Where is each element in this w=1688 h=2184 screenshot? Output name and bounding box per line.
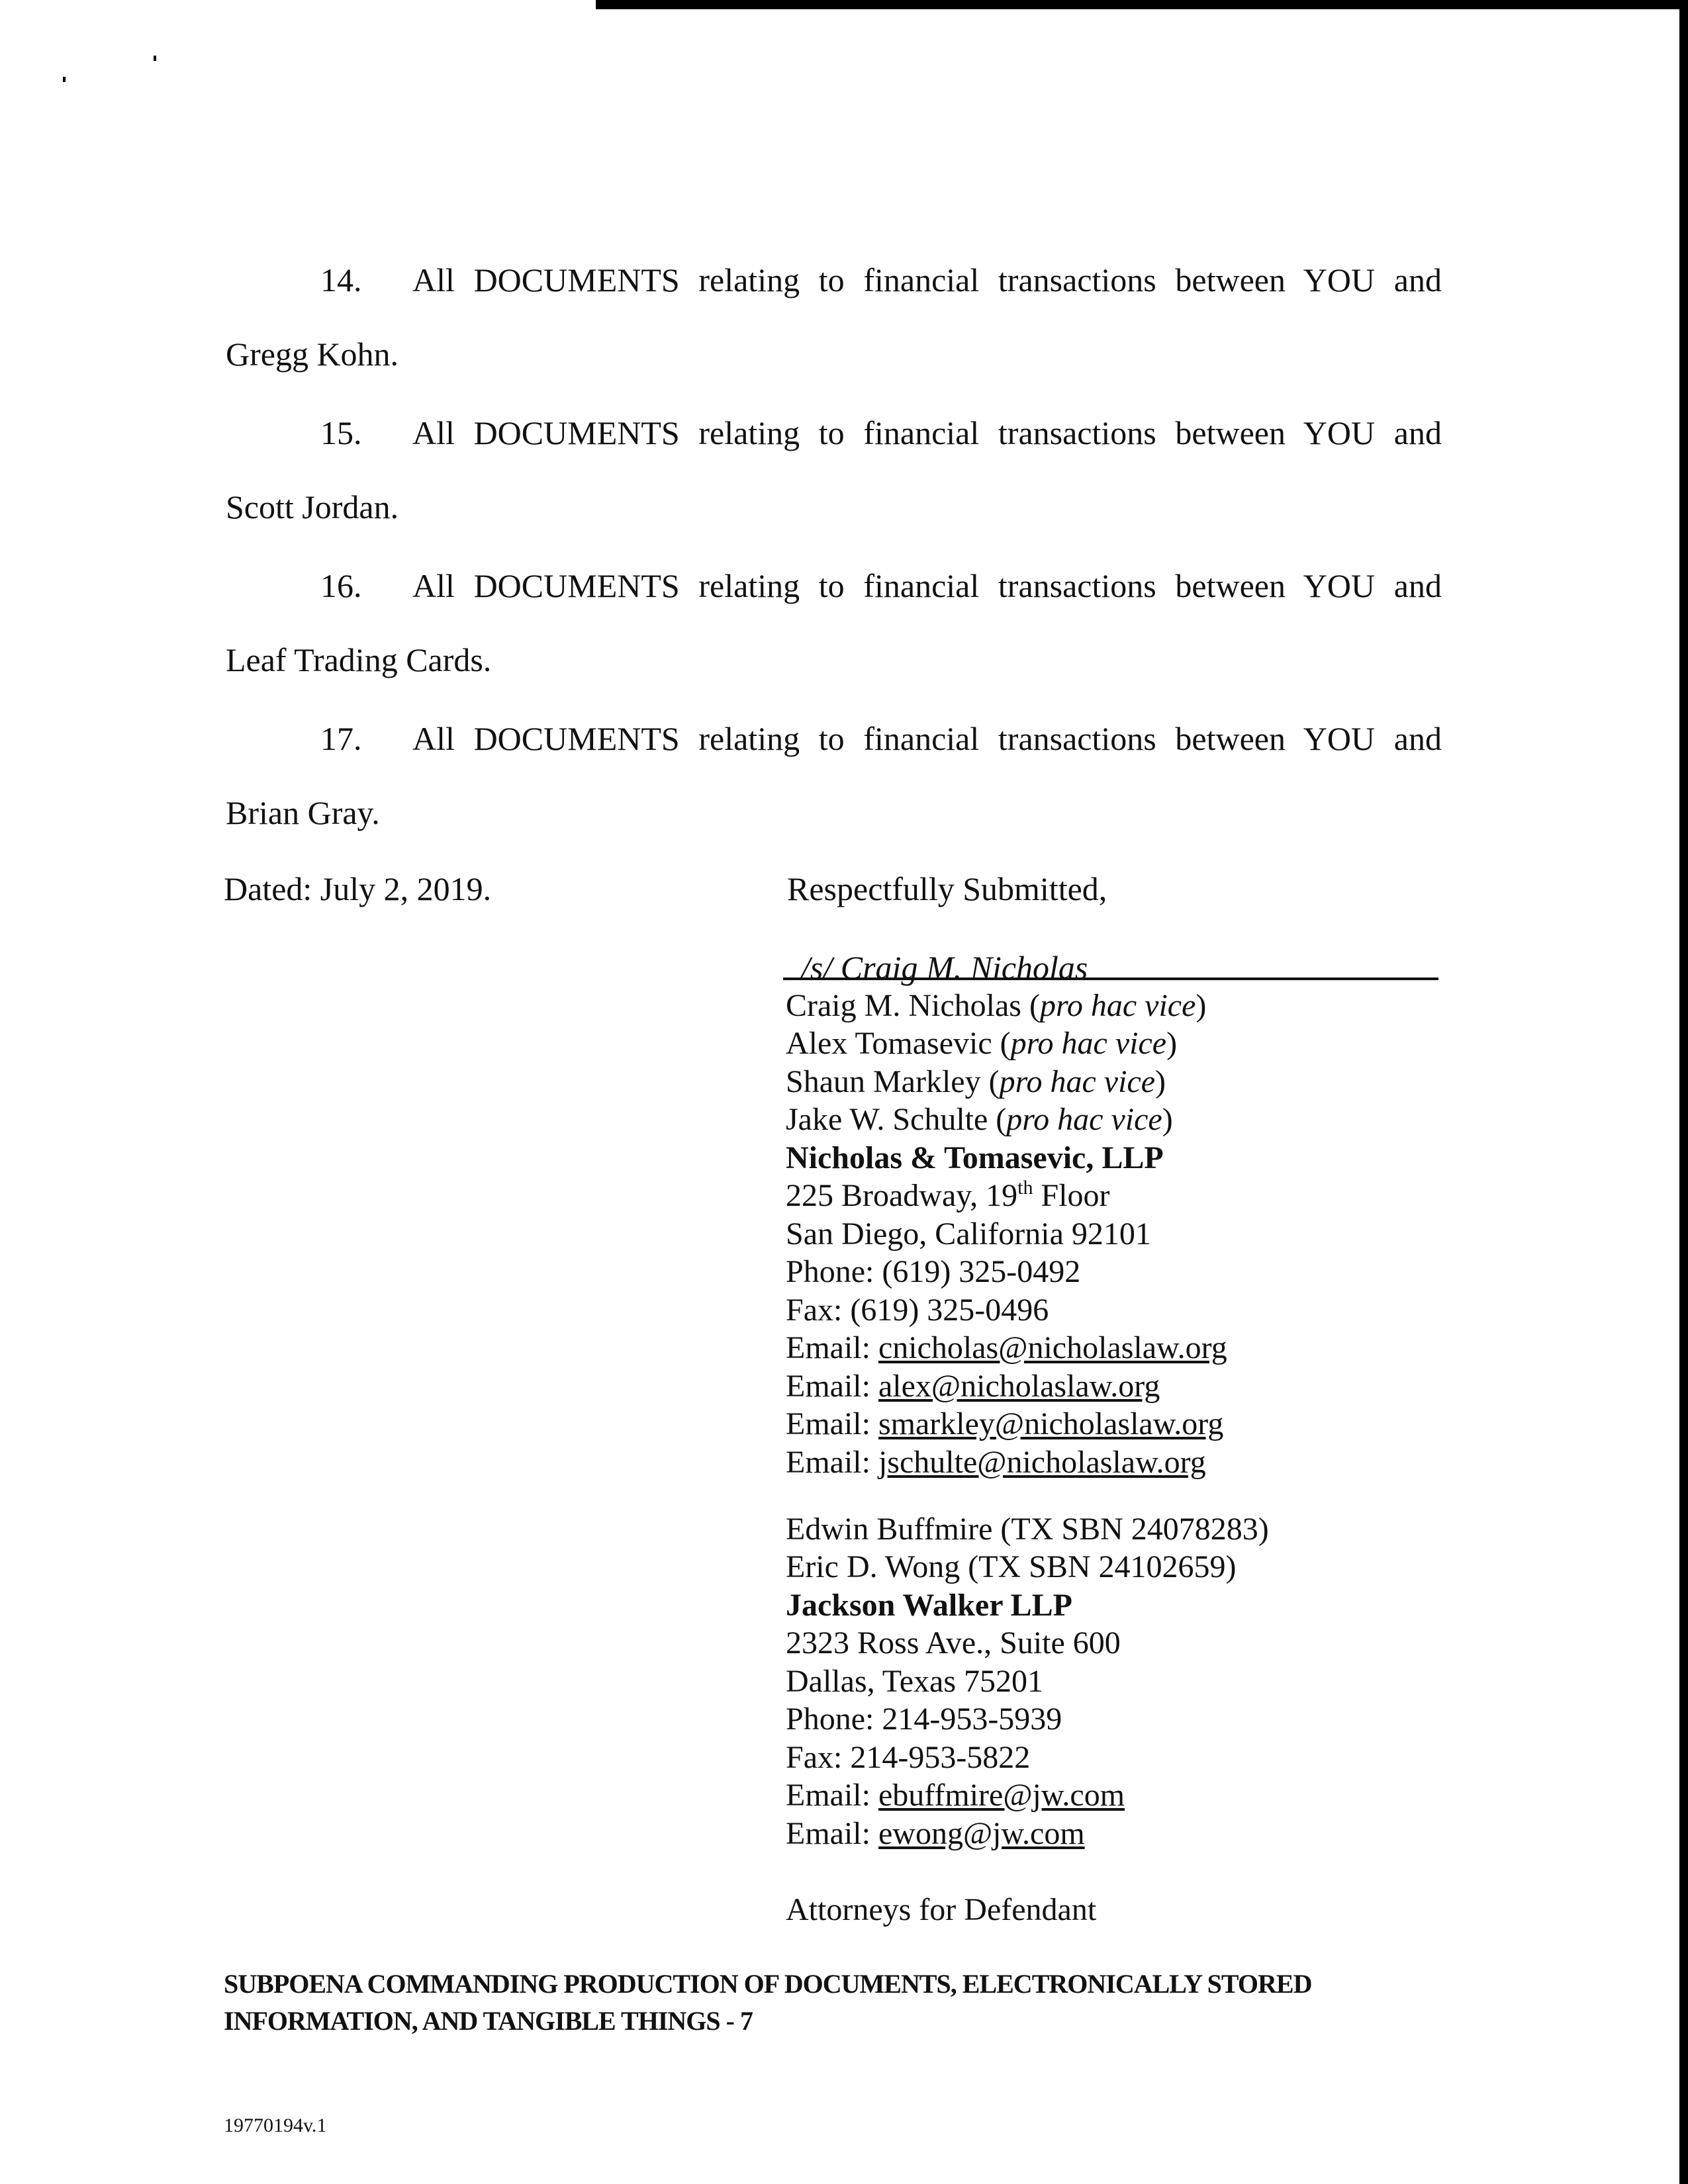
request-text: All DOCUMENTS relating to financial transactions between YOU and: [412, 261, 1442, 298]
email-label: Email:: [786, 1816, 878, 1851]
attorney-line: Craig M. Nicholas (pro hac vice): [786, 988, 1207, 1023]
email-label: Email:: [786, 1445, 878, 1480]
request-continuation: Scott Jordan.: [226, 488, 399, 525]
firm-city: Dallas, Texas 75201: [786, 1664, 1044, 1699]
email-label: Email:: [786, 1369, 878, 1404]
request-continuation: Brian Gray.: [226, 794, 380, 831]
request-continuation: Leaf Trading Cards.: [226, 641, 492, 678]
attorney-note: pro hac vice: [1010, 1026, 1167, 1061]
email-line: [786, 1776, 1125, 1815]
attorney-line: Jake W. Schulte (pro hac vice): [786, 1102, 1173, 1137]
attorney-line: Eric D. Wong (TX SBN 24102659): [786, 1549, 1237, 1584]
request-number: 17.: [320, 720, 362, 757]
attorney-note: pro hac vice: [999, 1064, 1156, 1099]
document-id: 19770194v.1: [224, 2115, 327, 2136]
email-link[interactable]: ebuffmire@jw.com: [878, 1778, 1125, 1813]
request-continuation: Gregg Kohn.: [226, 336, 399, 373]
firm-name: Nicholas & Tomasevic, LLP: [786, 1140, 1164, 1175]
firm-address: 2323 Ross Ave., Suite 600: [786, 1625, 1121, 1661]
attorney-line: Shaun Markley (pro hac vice): [786, 1064, 1166, 1099]
attorney-name: Jake W. Schulte: [786, 1102, 988, 1137]
scan-speck: [154, 56, 156, 61]
dated-line: Dated: July 2, 2019.: [224, 870, 492, 907]
email-label: Email:: [786, 1330, 878, 1365]
email-label: Email:: [786, 1778, 878, 1813]
closing: Respectfully Submitted,: [787, 870, 1107, 907]
electronic-signature: /s/ Craig M. Nicholas: [801, 949, 1088, 986]
address-street: 225 Broadway, 19: [786, 1178, 1018, 1213]
request-text: All DOCUMENTS relating to financial transactions between YOU and: [412, 414, 1442, 451]
footer-title-line1: SUBPOENA COMMANDING PRODUCTION OF DOCUMENTS, ELECTRONICALLY STORED: [224, 1969, 1312, 1999]
attorney-name: Alex Tomasevic: [786, 1026, 992, 1061]
firm-fax: Fax: (619) 325-0496: [786, 1293, 1049, 1328]
request-text: All DOCUMENTS relating to financial transactions between YOU and: [412, 720, 1442, 757]
email-link[interactable]: smarkley@nicholaslaw.org: [878, 1406, 1224, 1441]
attorney-name: Craig M. Nicholas: [786, 988, 1021, 1023]
firm-fax: Fax: 214-953-5822: [786, 1740, 1031, 1775]
attorney-note: pro hac vice: [1039, 988, 1196, 1023]
signature-line: [783, 978, 1438, 980]
request-number: 14.: [320, 261, 362, 298]
firm-phone: Phone: 214-953-5939: [786, 1702, 1062, 1737]
attorney-line: Edwin Buffmire (TX SBN 24078283): [786, 1512, 1269, 1547]
email-link[interactable]: alex@nicholaslaw.org: [878, 1369, 1160, 1404]
scan-border-top: [596, 0, 1688, 9]
attorney-note: pro hac vice: [1006, 1102, 1162, 1137]
email-line: [786, 1815, 1085, 1853]
email-link[interactable]: ewong@jw.com: [878, 1816, 1085, 1851]
email-line: [786, 1329, 1227, 1367]
email-line: [786, 1443, 1206, 1482]
request-text: All DOCUMENTS relating to financial transactions between YOU and: [412, 567, 1442, 604]
request-number: 15.: [320, 414, 362, 451]
email-line: [786, 1405, 1223, 1443]
scan-border-right: [1679, 0, 1688, 2184]
firm-city: San Diego, California 92101: [786, 1216, 1151, 1251]
email-label: Email:: [786, 1406, 878, 1441]
attorney-role: Attorneys for Defendant: [786, 1892, 1097, 1927]
ordinal-suffix: th: [1017, 1177, 1033, 1199]
firm-phone: Phone: (619) 325-0492: [786, 1254, 1081, 1289]
scan-speck: [63, 77, 66, 82]
attorney-line: Alex Tomasevic (pro hac vice): [786, 1026, 1178, 1061]
address-floor: Floor: [1033, 1178, 1110, 1213]
email-link[interactable]: cnicholas@nicholaslaw.org: [878, 1330, 1227, 1365]
firm-name: Jackson Walker LLP: [786, 1588, 1072, 1623]
attorney-name: Shaun Markley: [786, 1064, 981, 1099]
footer-title-line2: INFORMATION, AND TANGIBLE THINGS - 7: [224, 2006, 753, 2036]
firm-address: [786, 1177, 1110, 1215]
email-link[interactable]: jschulte@nicholaslaw.org: [878, 1445, 1206, 1480]
request-number: 16.: [320, 567, 362, 604]
email-line: [786, 1367, 1160, 1406]
